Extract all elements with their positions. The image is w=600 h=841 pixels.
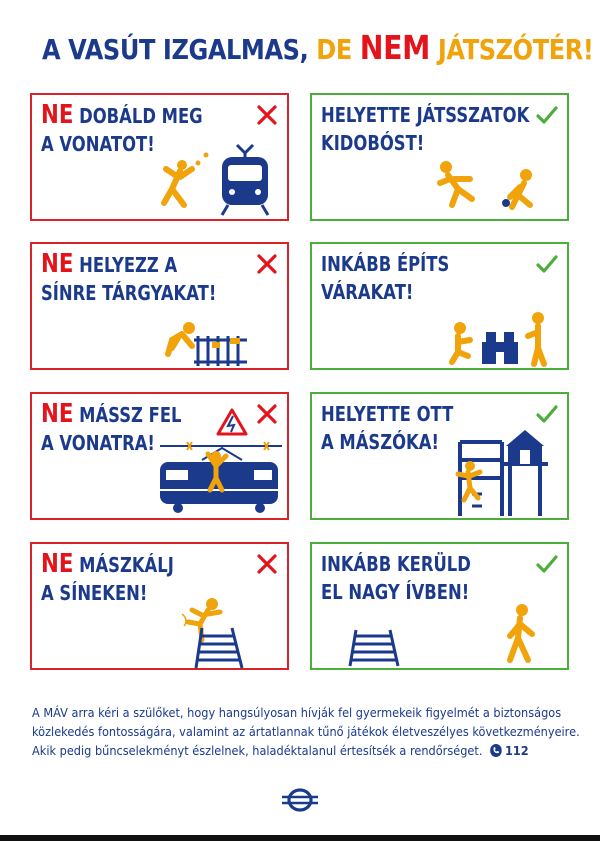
card-line-2: A SÍNEKEN! <box>41 581 148 605</box>
notice-line-1: A MÁV arra kéri a szülőket, hogy hangsúlyosan hívják fel gyermekeik figyelmét a biztonságos <box>32 705 562 720</box>
card-line-1: INKÁBB KERÜLD <box>321 552 471 576</box>
card-do-stay-away <box>310 542 569 670</box>
card-line-2: A VONATOT! <box>41 132 155 156</box>
children-building-castle-icon <box>312 244 571 372</box>
card-dont-throw <box>30 93 289 221</box>
playground-climbing-frame-icon <box>312 394 571 522</box>
child-climbing-train-high-voltage-icon <box>32 394 291 522</box>
card-line-2: A VONATRA! <box>41 431 155 455</box>
card-line-1: HELYEZZ A <box>79 253 178 277</box>
card-line-2: VÁRAKAT! <box>321 280 414 304</box>
card-line-1: HELYETTE OTT <box>321 402 454 426</box>
card-do-climbing-frame <box>310 392 569 520</box>
card-line-2: KIDOBÓST! <box>321 131 425 155</box>
mav-logo-icon <box>282 788 318 812</box>
card-line-1: MÁSSZ FEL <box>79 403 182 427</box>
children-playing-ball-icon <box>312 95 571 223</box>
child-tripping-on-rails-icon <box>32 544 291 672</box>
parental-notice <box>32 703 580 760</box>
child-placing-objects-on-rails-icon <box>32 244 291 372</box>
card-line-2: SÍNRE TÁRGYAKAT! <box>41 281 217 305</box>
ne-label: NE <box>41 549 74 579</box>
child-throwing-at-train-icon <box>32 95 291 223</box>
card-dont-walk-rails <box>30 542 289 670</box>
title-part-4: JÁTSZÓTÉR! <box>437 33 594 66</box>
notice-line-3-text: Akik pedig bűncselekményt észlelnek, haladéktalanul értesítsék a rendőrséget. <box>32 743 483 758</box>
card-line-2: EL NAGY ÍVBEN! <box>321 580 470 604</box>
title-part-3: NEM <box>359 28 430 67</box>
card-dont-climb-train <box>30 392 289 520</box>
card-line-1: MÁSZKÁLJ <box>79 553 174 577</box>
page-title <box>42 28 594 67</box>
card-do-build-castles <box>310 242 569 370</box>
ne-label: NE <box>41 399 74 429</box>
ne-label: NE <box>41 249 74 279</box>
card-line-1: INKÁBB ÉPÍTS <box>321 252 450 276</box>
card-line-1: HELYETTE JÁTSSZATOK <box>321 103 530 127</box>
emergency-number: 112 <box>504 743 529 758</box>
phone-icon <box>490 744 502 757</box>
ne-label: NE <box>41 100 74 130</box>
footer-bar <box>0 835 600 841</box>
title-part-1: A VASÚT IZGALMAS, <box>42 33 309 66</box>
card-do-dodgeball <box>310 93 569 221</box>
card-line-2: A MÁSZÓKA! <box>321 430 439 454</box>
notice-line-3 <box>32 741 529 760</box>
card-dont-place-objects <box>30 242 289 370</box>
notice-line-2: közlekedés fontosságára, valamint az ártatlannak tűnő játékok életveszélyes következményeire. <box>32 724 580 739</box>
child-walking-away-from-rails-icon <box>312 544 571 672</box>
card-line-1: DOBÁLD MEG <box>79 104 203 128</box>
title-part-2: DE <box>316 33 352 66</box>
